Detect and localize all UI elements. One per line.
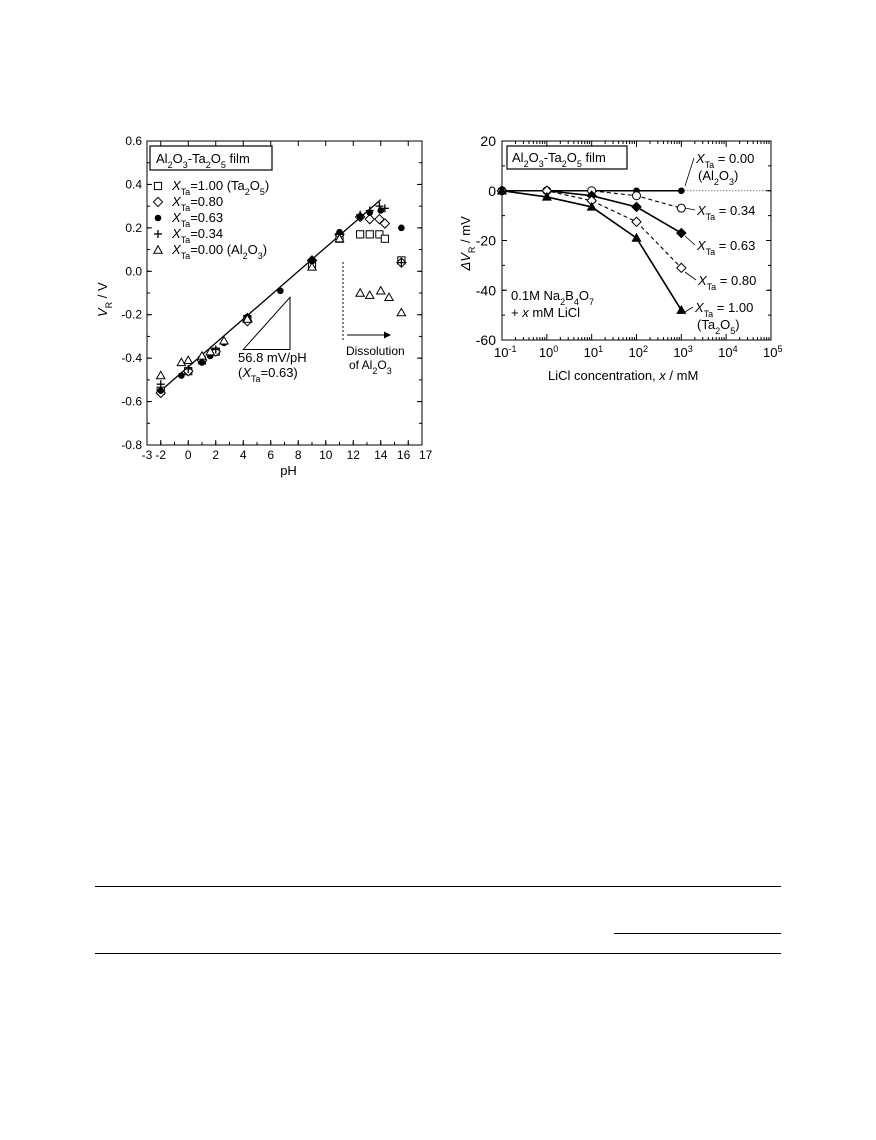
y-tick-label: -0.2 xyxy=(121,307,142,322)
y-tick-label: -0.8 xyxy=(121,438,142,452)
data-point xyxy=(632,202,641,211)
data-point-shape xyxy=(677,228,686,237)
series-label: $X_{Ta} = 0.00$ xyxy=(696,151,755,170)
legend-marker-shape xyxy=(154,182,161,189)
data-point xyxy=(678,187,685,194)
data-point xyxy=(385,293,393,300)
table-header-underline xyxy=(614,933,781,934)
x-tick-label: $10^3$ xyxy=(673,344,693,360)
data-point-shape xyxy=(177,358,185,365)
y-tick-label: 0.0 xyxy=(125,264,142,279)
y-tick-label: -60 xyxy=(475,332,496,348)
legend-marker-shape xyxy=(155,215,162,222)
label-leader xyxy=(685,272,696,280)
label-leader xyxy=(685,208,695,210)
y-axis-label: $V_R$ / V xyxy=(95,282,114,317)
data-point-shape xyxy=(633,192,641,200)
data-point-shape xyxy=(678,187,685,194)
legend-marker xyxy=(154,246,162,253)
x-tick-label: 4 xyxy=(239,448,247,462)
x-tick-label: 6 xyxy=(267,448,275,462)
data-point-shape xyxy=(366,231,373,238)
y-tick-label: -0.4 xyxy=(121,351,142,366)
data-point-shape xyxy=(381,235,388,242)
x-tick-label: $10^0$ xyxy=(538,344,559,360)
label-leader xyxy=(685,158,694,186)
series-label: $X_{Ta} = 0.80$ xyxy=(698,273,757,292)
data-point-shape xyxy=(632,234,640,241)
data-point xyxy=(177,358,185,365)
data-point-shape xyxy=(632,202,641,211)
x-tick-label: -2 xyxy=(155,448,167,462)
y-tick-label: 0 xyxy=(488,182,496,199)
x-tick-label: -3 xyxy=(141,448,153,462)
x-tick-label: 10 xyxy=(319,448,333,462)
legend-marker-shape xyxy=(153,197,162,206)
x-axis-label: pH xyxy=(280,463,297,478)
data-point-shape xyxy=(157,387,164,394)
series-label: $X_{Ta} = 0.34$ xyxy=(697,203,756,222)
y-axis-label: $\Delta V_R$ / mV xyxy=(458,216,477,271)
legend-marker xyxy=(155,215,162,222)
y-tick-label: -40 xyxy=(475,282,496,299)
legend-marker-shape xyxy=(154,246,162,253)
data-point xyxy=(677,228,686,237)
data-point-shape xyxy=(398,225,405,232)
legend-label: $X_{Ta}=0.34$ xyxy=(172,226,224,245)
label-leader xyxy=(685,307,693,312)
y-tick-label: 0.4 xyxy=(125,177,142,192)
x-tick-label: $10^1$ xyxy=(583,344,604,360)
data-point xyxy=(357,231,364,238)
condition-line1: 0.1M $Na_2B_4O_7$ xyxy=(511,288,594,307)
data-point-shape xyxy=(632,217,641,226)
legend-marker xyxy=(153,197,162,206)
y-tick-label: 20 xyxy=(480,133,496,149)
y-tick-label: -20 xyxy=(475,232,496,249)
film-label: $Al_2O_3-Ta_2O_5$ film xyxy=(156,151,250,170)
data-point-shape xyxy=(178,372,185,379)
data-point-shape xyxy=(357,231,364,238)
data-point xyxy=(157,371,165,378)
data-point xyxy=(381,235,388,242)
data-point-shape xyxy=(157,371,165,378)
x-tick-label: 16 xyxy=(396,448,411,462)
dissolution-annotation-line2: of $Al_2O_3$ xyxy=(349,358,392,376)
data-point xyxy=(184,356,192,363)
series-label: $X_{Ta} = 1.00$ xyxy=(695,300,754,319)
table-bottom-rule xyxy=(95,953,781,954)
chart-licl xyxy=(458,133,782,383)
series-label-line2: $(Al_2O_3)$ xyxy=(698,168,739,187)
data-point xyxy=(178,372,185,379)
legend-label: $X_{Ta}=0.00$ $(Al_2O_3)$ xyxy=(172,242,268,261)
data-point-shape xyxy=(677,306,685,313)
data-point xyxy=(677,306,685,313)
legend-label: $X_{Ta}=0.80$ xyxy=(172,194,224,213)
data-point-shape xyxy=(356,289,364,296)
series-label: $X_{Ta} = 0.63$ xyxy=(697,238,756,257)
x-tick-label: $10^5$ xyxy=(763,344,783,360)
data-point-shape xyxy=(677,204,685,212)
data-point xyxy=(277,288,284,295)
x-tick-label: 2 xyxy=(212,448,220,462)
data-point-shape xyxy=(397,308,405,315)
legend-label: $X_{Ta}=0.63$ xyxy=(172,210,224,229)
dissolution-arrowhead xyxy=(384,332,391,339)
y-tick-label: -0.6 xyxy=(121,394,142,409)
slope-annotation-line2: $(X_{Ta}=0.63)$ xyxy=(238,365,298,384)
x-tick-label: $10^4$ xyxy=(718,344,738,360)
data-point-shape xyxy=(277,288,284,295)
condition-line2: + x mM LiCl xyxy=(511,305,580,320)
y-tick-label: 0.2 xyxy=(125,220,142,235)
data-point xyxy=(677,204,685,212)
chart-ph xyxy=(95,134,433,478)
film-label: $Al_2O_3-Ta_2O_5$ film xyxy=(512,150,606,169)
data-point-shape xyxy=(366,291,374,298)
data-point xyxy=(633,192,641,200)
x-tick-label: 0 xyxy=(184,448,192,462)
y-tick-label: 0.6 xyxy=(125,134,142,148)
data-point-shape xyxy=(184,356,192,363)
data-point-shape xyxy=(377,287,385,294)
x-tick-label: $10^{-1}$ xyxy=(494,344,517,360)
data-point xyxy=(397,308,405,315)
legend-marker xyxy=(154,182,161,189)
data-point xyxy=(677,263,686,272)
data-point-shape xyxy=(677,263,686,272)
x-tick-label: 12 xyxy=(346,448,360,462)
x-tick-label: 17 xyxy=(419,448,433,462)
data-point xyxy=(157,387,164,394)
legend-label: $X_{Ta}=1.00$ $(Ta_2O_5)$ xyxy=(172,178,270,197)
legend-marker xyxy=(154,230,162,238)
data-point xyxy=(632,234,640,241)
data-point-shape xyxy=(385,293,393,300)
x-tick-label: 8 xyxy=(294,448,302,462)
data-point xyxy=(366,231,373,238)
x-tick-label: $10^2$ xyxy=(628,344,648,360)
label-leader xyxy=(685,236,695,245)
data-point xyxy=(356,289,364,296)
series-label-line2: $(Ta_2O_5)$ xyxy=(697,317,740,336)
slope-annotation-line1: 56.8 mV/pH xyxy=(238,350,307,365)
dissolution-annotation-line1: Dissolution xyxy=(346,344,405,358)
x-tick-label: 14 xyxy=(374,448,388,462)
data-point xyxy=(398,225,405,232)
x-axis-label: LiCl concentration, x / mM xyxy=(548,368,699,383)
data-point xyxy=(632,217,641,226)
table-top-rule xyxy=(95,886,781,887)
data-point xyxy=(377,287,385,294)
data-point xyxy=(366,291,374,298)
